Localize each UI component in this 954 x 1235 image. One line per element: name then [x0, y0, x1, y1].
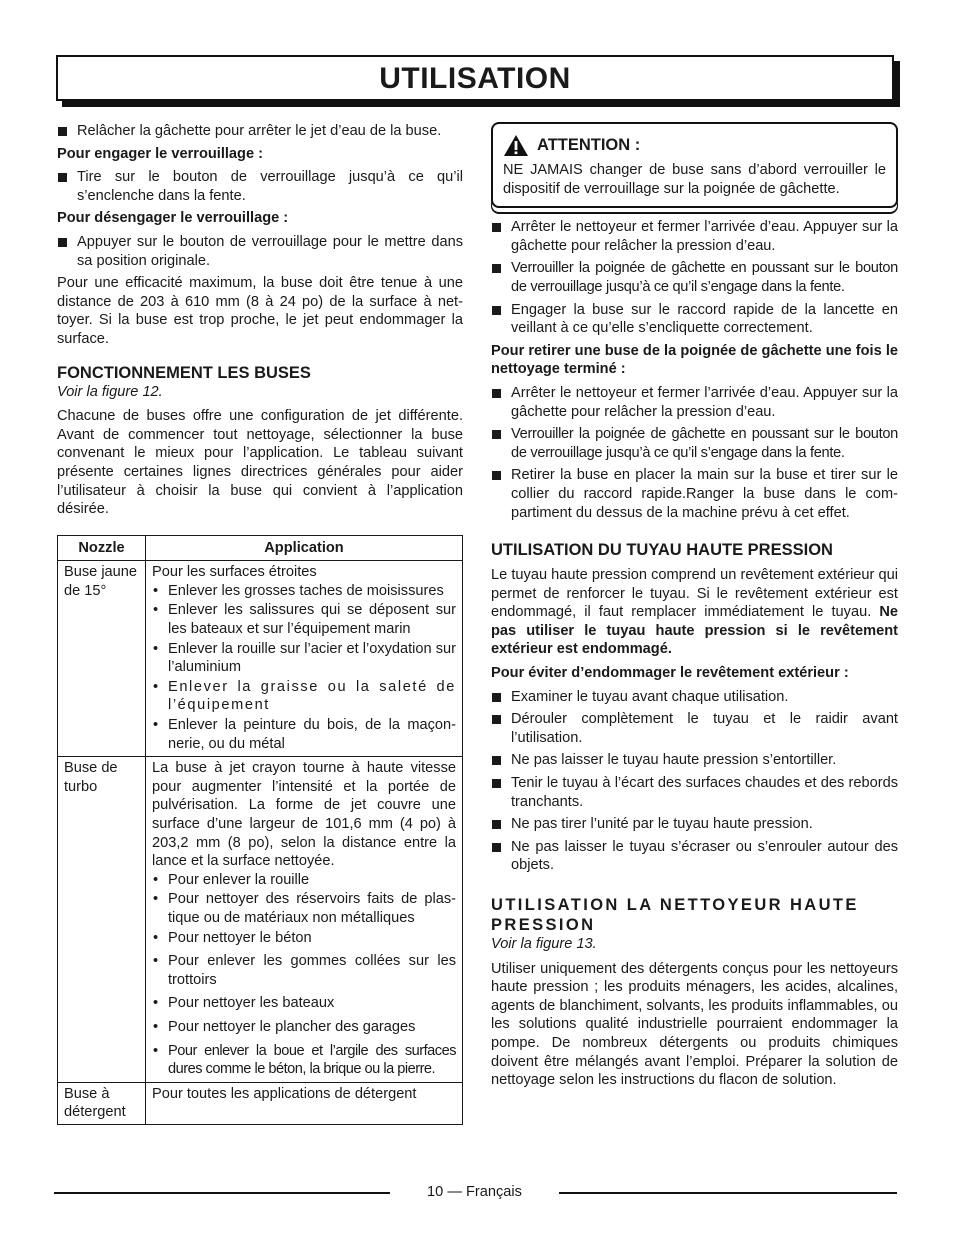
list-item: Ne pas laisser le tuyau s’écraser ou s’enrouler autour des objets.: [491, 838, 898, 875]
application-item: • Pour nettoyer le plancher des garages: [152, 1018, 456, 1037]
attention-text: NE JAMAIS changer de buse sans d’abord verrouiller le dispositif de verrouillage sur la poignée de gâchette.: [503, 162, 886, 197]
hose-paragraph: [491, 566, 898, 659]
remove-list: [491, 384, 898, 522]
list-item: Verrouiller la poignée de gâchette en poussant sur le bouton de verrouillage jusqu’à ce qu’il s’engage dans la fente.: [491, 259, 898, 296]
nozzle-application: [146, 561, 463, 757]
application-list: [152, 871, 456, 1079]
list-item: Engager la buse sur le raccord rapide de la lancette en veillant à ce qu’elle s’encliquette correctement.: [491, 301, 898, 338]
release-list: [57, 122, 463, 141]
list-item: Ne pas tirer l’unité par le tuyau haute pression.: [491, 815, 898, 834]
application-intro: Pour les surfaces étroites: [152, 564, 317, 581]
footer-rule-right: [559, 1192, 897, 1194]
avoid-heading: Pour éviter d’endommager le revêtement extérieur :: [491, 665, 849, 682]
application-item: • Pour nettoyer des réservoirs faits de plastique ou de matériaux non métalliques: [152, 890, 456, 927]
application-item: • Enlever les grosses taches de moisissures: [152, 582, 456, 601]
figure-reference: Voir la figure 12.: [57, 383, 163, 400]
list-item: Examiner le tuyau avant chaque utilisation.: [491, 688, 898, 707]
table-header-row: [58, 535, 463, 561]
table-row: [58, 561, 463, 757]
engage-heading: Pour engager le verrouillage :: [57, 145, 263, 162]
application-item: • Enlever la rouille sur l’acier et l’oxydation sur l’aluminium: [152, 640, 456, 677]
page-title: UTILISATION: [379, 62, 571, 95]
list-item: Tire sur le bouton de verrouillage jusqu’à ce qu’il s’enclenche dans la fente.: [57, 168, 463, 205]
disengage-list: [57, 233, 463, 270]
application-item: • Enlever les salissures qui se déposent sur les bateaux et sur l’équipement marin: [152, 601, 456, 638]
efficiency-paragraph: Pour une efficacité maximum, la buse doit être tenue à une distance de 203 à 610 mm (8 à 24 po) de la surface à nettoyer. Si la buse est trop proche, le jet peut endommager la surface.: [57, 275, 463, 347]
section-heading-nozzles: FONCTIONNEMENT LES BUSES: [57, 363, 311, 382]
right-column: [491, 122, 898, 1095]
list-item: Retirer la buse en placer la main sur la buse et tirer sur le collier du raccord rapide.Ranger la buse dans le compartiment du dessus de la machine prévu à cet effet.: [491, 466, 898, 522]
table-header-nozzle: Nozzle: [58, 535, 146, 561]
application-item: • Pour enlever les gommes collées sur les trottoirs: [152, 952, 456, 989]
table-header-application: Application: [146, 535, 463, 561]
nozzles-paragraph: Chacune de buses offre une configuration de jet différente. Avant de commencer tout nettoyage, sélectionner la buse convenant le mieux pour l’application. Le tableau suivant présente certaines lignes directrices générales pour aider l’utilisateur à choisir la buse qui convient à l’application désirée.: [57, 408, 463, 518]
nozzle-application: [146, 757, 463, 1083]
table-row: [58, 1082, 463, 1124]
figure-reference: Voir la figure 13.: [491, 936, 597, 952]
application-item: • Enlever la graisse ou la saleté de l’équipement: [152, 678, 456, 715]
list-item: Arrêter le nettoyeur et fermer l’arrivée d’eau. Appuyer sur la gâchette pour relâcher la pression d’eau.: [491, 384, 898, 421]
hose-care-list: [491, 688, 898, 875]
nozzle-table: [57, 535, 463, 1125]
attention-box: [491, 122, 898, 208]
left-column: [57, 122, 463, 1125]
footer-rule-left: [54, 1192, 390, 1194]
application-intro: La buse à jet crayon tourne à haute vitesse pour augmenter l’intensité et la portée de pulvérisation. La forme de jet couvre une surface d’une largeur de 101,6 mm (4 po) à 203,2 mm (8 po), selon la distance entre la lance et la surface nettoyée.: [152, 760, 456, 870]
application-item: • Enlever la peinture du bois, de la maçonnerie, ou du métal: [152, 716, 456, 753]
application-item: • Pour nettoyer le béton: [152, 929, 456, 948]
table-row: [58, 757, 463, 1083]
attention-header: [503, 134, 886, 157]
warning-triangle-icon: [503, 134, 529, 157]
washer-paragraph: Utiliser uniquement des détergents conçus pour les nettoyeurs haute pression ; les produits ménagers, les acides, alcalines, agents de blanchiment, solvants, les produits inflammables, ou les solutions qualité industrielle pourraient endommager la pompe. De nombreux détergents ou produits chimiques doivent être mélangés avant l’emploi. Préparer la solution de nettoyage selon les instructions du flacon de solution.: [491, 960, 898, 1089]
install-list: [491, 218, 898, 338]
list-item: Appuyer sur le bouton de verrouillage pour le mettre dans sa position originale.: [57, 233, 463, 270]
section-heading-hose: UTILISATION DU TUYAU HAUTE PRESSION: [491, 541, 833, 560]
application-item: • Pour nettoyer les bateaux: [152, 994, 456, 1013]
application-item: • Pour enlever la rouille: [152, 871, 456, 890]
hose-text: Le tuyau haute pression comprend un revêtement extérieur qui permet de renforcer le tuyau. Si le revêtement extérieur est endommagé, il faut remplacer immédiatement le tuyau.: [491, 567, 898, 621]
nozzle-name: Buse jaune de 15°: [58, 561, 146, 757]
list-item: Verrouiller la poignée de gâchette en poussant sur le bouton de verrouillage jusqu’à ce qu’il s’engage dans la fente.: [491, 425, 898, 462]
nozzle-name: Buse de turbo: [58, 757, 146, 1083]
application-item: • Pour enlever la boue et l’argile des surfaces dures comme le béton, la brique ou la pierre.: [152, 1042, 456, 1079]
list-item: Arrêter le nettoyeur et fermer l’arrivée d’eau. Appuyer sur la gâchette pour relâcher la pression d’eau.: [491, 218, 898, 255]
page-number: 10 — Français: [427, 1184, 522, 1200]
section-heading-washer: UTILISATION LA NETTOYEUR HAUTE PRESSION: [491, 896, 859, 934]
hose-warning: Ne pas utiliser le tuyau haute pression si le revêtement extérieur est endommagé.: [491, 604, 899, 658]
engage-list: [57, 168, 463, 205]
remove-heading: Pour retirer une buse de la poignée de gâchette une fois le nettoyage terminé :: [491, 342, 898, 378]
nozzle-name: Buse à détergent: [58, 1082, 146, 1124]
list-item: Tenir le tuyau à l’écart des surfaces chaudes et des rebords tranchants.: [491, 774, 898, 811]
disengage-heading: Pour désengager le verrouillage :: [57, 210, 289, 227]
list-item: Relâcher la gâchette pour arrêter le jet d’eau de la buse.: [57, 122, 463, 141]
list-item: Dérouler complètement le tuyau et le raidir avant l’utilisation.: [491, 710, 898, 747]
nozzle-application: Pour toutes les applications de détergent: [146, 1082, 463, 1124]
application-list: [152, 582, 456, 753]
list-item: Ne pas laisser le tuyau haute pression s’entortiller.: [491, 751, 898, 770]
attention-title: ATTENTION :: [537, 136, 641, 155]
page-title-box: [56, 55, 894, 101]
